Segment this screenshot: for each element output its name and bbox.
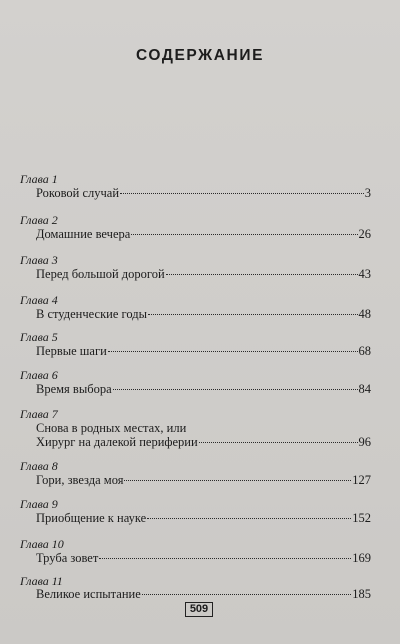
chapter-title: Первые шаги: [36, 344, 107, 358]
dot-leader: [147, 518, 351, 519]
chapter-title: Время выбора: [36, 382, 112, 396]
dot-leader: [113, 389, 358, 390]
dot-leader: [142, 594, 352, 595]
chapter-label: Глава 3: [20, 253, 58, 267]
chapter-title: В студенческие годы: [36, 307, 147, 321]
chapter-label: Глава 9: [20, 497, 58, 511]
toc-line: [36, 267, 371, 281]
dot-leader: [166, 274, 358, 275]
page-number: 68: [358, 344, 371, 358]
toc-line: [36, 382, 371, 396]
toc-line: [36, 421, 371, 435]
dot-leader: [199, 442, 358, 443]
dot-leader: [108, 351, 358, 352]
chapter-label: Глава 7: [20, 407, 58, 421]
chapter-label: Глава 8: [20, 459, 58, 473]
toc-line: [36, 227, 371, 241]
dot-leader: [120, 193, 364, 194]
page-number: 43: [358, 267, 371, 281]
chapter-title: Гори, звезда моя: [36, 473, 124, 487]
dot-leader: [124, 480, 351, 481]
chapter-label: Глава 5: [20, 330, 58, 344]
page-number: 3: [364, 186, 371, 200]
chapter-label: Глава 2: [20, 213, 58, 227]
page-number: 152: [352, 511, 371, 525]
chapter-label: Глава 6: [20, 368, 58, 382]
chapter-title: Великое испытание: [36, 587, 141, 601]
page-number: 169: [352, 551, 371, 565]
chapter-label: Глава 10: [20, 537, 64, 551]
chapter-title: Приобщение к науке: [36, 511, 147, 525]
dot-leader: [131, 234, 357, 235]
page-folio: 509: [185, 602, 213, 617]
page-number: 48: [358, 307, 371, 321]
chapter-title: Труба зовет: [36, 551, 99, 565]
toc-line: [36, 473, 371, 487]
toc-line: [36, 186, 371, 200]
dot-leader: [99, 558, 351, 559]
page-number: 185: [352, 587, 371, 601]
toc-line: [36, 587, 371, 601]
chapter-title: Перед большой дорогой: [36, 267, 165, 281]
chapter-title: Домашние вечера: [36, 227, 131, 241]
chapter-label: Глава 4: [20, 293, 58, 307]
chapter-title-continued: Хирург на далекой периферии: [36, 435, 198, 449]
chapter-label: Глава 1: [20, 172, 58, 186]
page-title: СОДЕРЖАНИЕ: [135, 47, 265, 64]
page-number: 26: [358, 227, 371, 241]
toc-line: [36, 511, 371, 525]
page-number: 96: [358, 435, 371, 449]
page-number: 127: [352, 473, 371, 487]
toc-line: [36, 307, 371, 321]
page-number: 84: [358, 382, 371, 396]
toc-line: [36, 551, 371, 565]
chapter-label: Глава 11: [20, 574, 63, 588]
chapter-title: Снова в родных местах, или: [36, 421, 187, 435]
chapter-title: Роковой случай: [36, 186, 120, 200]
dot-leader: [148, 314, 358, 315]
toc-line: [36, 344, 371, 358]
toc-line: [36, 435, 371, 449]
